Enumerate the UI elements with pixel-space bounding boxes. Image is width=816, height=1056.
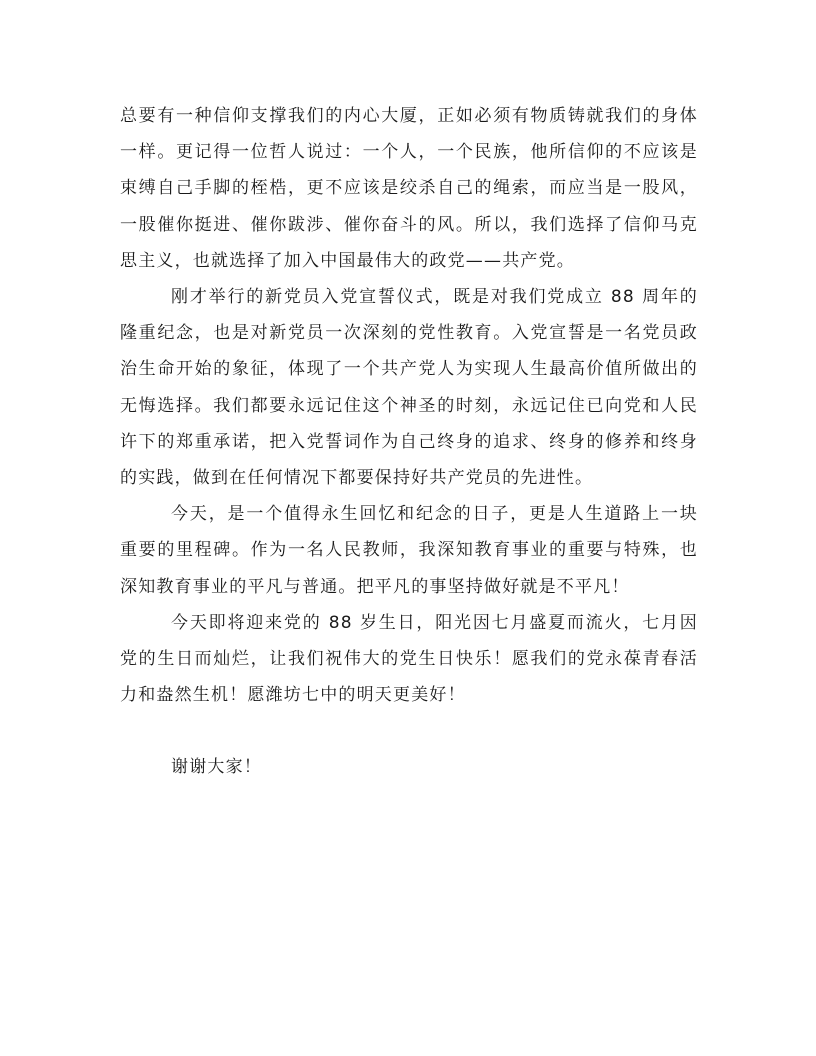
paragraph-birthday: 今天即将迎来党的 88 岁生日，阳光因七月盛夏而流火，七月因党的生日而灿烂，让我们祝伟大的党生日快乐！愿我们的党永葆青春活力和盎然生机！愿潍坊七中的明天更美好！ (120, 612, 698, 706)
paragraph-faith: 总要有一种信仰支撑我们的内心大厦，正如必须有物质铸就我们的身体一样。更记得一位哲人说过：一个人，一个民族，他所信仰的不应该是束缚自己手脚的桎梏，更不应该是绞杀自己的绳索，而应当是一股风，一股催你挺进、催你跋涉、催你奋斗的风。所以，我们选择了信仰马克思主义，也就选择了加入中国最伟大的政党——共产党。 (120, 106, 698, 271)
document-body (120, 98, 698, 786)
blank-line (120, 713, 698, 749)
paragraph-teacher: 今天，是一个值得永生回忆和纪念的日子，更是人生道路上一块重要的里程碑。作为一名人民教师，我深知教育事业的重要与特殊，也深知教育事业的平凡与普通。把平凡的事坚持做好就是不平凡！ (120, 504, 698, 597)
paragraph-oath-ceremony: 刚才举行的新党员入党宣誓仪式，既是对我们党成立 88 周年的隆重纪念，也是对新党员一次深刻的党性教育。入党宣誓是一名党员政治生命开始的象征，体现了一个共产党人为实现人生最高价值所做出的无悔选择。我们都要永远记住这个神圣的时刻，永远记住已向党和人民许下的郑重承诺，把入党誓词作为自己终身的追求、终身的修养和终身的实践，做到在任何情况下都要保持好共产党员的先进性。 (120, 287, 698, 489)
closing-thanks: 谢谢大家！ (171, 757, 262, 778)
